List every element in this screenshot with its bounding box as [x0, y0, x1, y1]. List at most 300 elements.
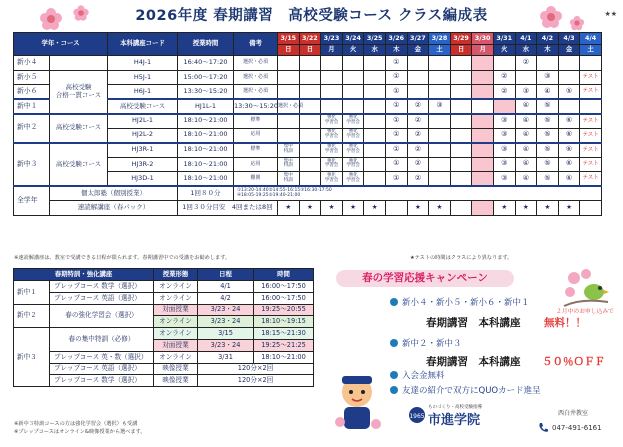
main-footnote: ※速読解講座は、教室で受講できる日程が限られます。春期講習中での受講をお勧めします。 — [14, 255, 231, 261]
session-mark: ④ — [515, 157, 537, 172]
schedule-cell — [278, 85, 300, 100]
bullet-icon — [390, 298, 398, 306]
special-course-table — [13, 268, 314, 387]
lower-course-name: プレップコース 数学（選択） — [50, 375, 154, 387]
schedule-row — [14, 201, 602, 216]
date-header: 4/1 — [515, 33, 537, 45]
code-cell: H6J-1 — [108, 85, 178, 100]
session-mark: ① — [385, 114, 407, 129]
session-mark: ④ — [515, 143, 537, 158]
lower-course-name: 春の強化学習会（選択） — [50, 304, 154, 328]
schedule-cell — [472, 114, 494, 129]
campaign-line-3: 新中２・新中３ — [402, 339, 462, 349]
session-mark: ② — [407, 143, 429, 158]
schedule-cell — [558, 56, 580, 71]
test-mark: テスト — [580, 85, 602, 100]
schedule-cell — [407, 85, 429, 100]
session-mark: ③ — [537, 70, 559, 85]
time-cell: 18:10〜21:00 — [178, 157, 234, 172]
schedule-cell — [342, 70, 364, 85]
session-mark: ⑤ — [537, 143, 559, 158]
bullet-icon — [390, 371, 398, 379]
date-header: 3/29 — [450, 33, 472, 45]
test-mark: テスト — [580, 70, 602, 85]
schedule-cell — [537, 56, 559, 71]
session-mark: ④ — [515, 114, 537, 129]
lower-time: 19:25〜21:25 — [254, 339, 314, 351]
schedule-cell — [385, 201, 407, 216]
star-mark: ★ — [278, 201, 300, 216]
schedule-cell — [429, 157, 451, 172]
event-label: 強化 学習会 — [342, 128, 364, 143]
lower-header-row — [14, 269, 314, 281]
lower-form: オンライン — [154, 316, 198, 328]
schedule-cell — [364, 157, 386, 172]
schedule-cell — [278, 56, 300, 71]
schedule-cell — [450, 128, 472, 143]
session-mark: ⑥ — [558, 143, 580, 158]
note-cell: 応用 — [234, 128, 278, 143]
campaign-line-4a: 春期講習 本科講座 — [426, 356, 521, 368]
campaign-line-2b: 無料！！ — [544, 317, 586, 329]
lower-date: 3/31 — [198, 351, 254, 363]
time-cell: 16:40〜17:20 — [178, 56, 234, 71]
schedule-cell — [558, 70, 580, 85]
schedule-cell — [321, 85, 343, 100]
session-mark: ③ — [493, 114, 515, 129]
session-mark: ② — [493, 70, 515, 85]
lower-date: 4/2 — [198, 292, 254, 304]
mascot-icon — [332, 372, 382, 434]
star-mark: ★ — [515, 201, 537, 216]
schedule-cell — [493, 99, 515, 114]
lower-date: 4/1 — [198, 281, 254, 293]
code-cell: H5J-1 — [108, 70, 178, 85]
session-mark: ② — [493, 85, 515, 100]
lower-form: 映像授業 — [154, 375, 198, 387]
lower-course-name: 春の集中特訓（必修） — [50, 328, 154, 352]
session-mark: ① — [385, 85, 407, 100]
date-header: 3/24 — [342, 33, 364, 45]
session-mark: ① — [385, 70, 407, 85]
time-cell: 18:10〜21:00 — [178, 114, 234, 129]
session-mark: ⑤ — [537, 99, 559, 114]
session-mark: ① — [385, 128, 407, 143]
session-mark: ④ — [515, 172, 537, 187]
event-label: 強化 学習会 — [321, 172, 343, 187]
grade-label: 新中１ — [14, 99, 50, 114]
time-cell: 18:10〜21:00 — [178, 143, 234, 158]
grade-label: 新中２ — [14, 114, 50, 143]
event-label: 強化 学習会 — [321, 128, 343, 143]
event-label: 強化 学習会 — [321, 143, 343, 158]
code-cell: HJ2L-2 — [108, 128, 178, 143]
event-label: 強化 学習会 — [342, 172, 364, 187]
session-mark: ② — [407, 128, 429, 143]
note-cell: 選択・必須 — [278, 99, 300, 114]
day-header: 火 — [493, 45, 515, 56]
event-label: 強化 学習会 — [342, 157, 364, 172]
header-code: 本科講座コード — [108, 33, 178, 56]
lower-row — [14, 351, 314, 363]
schedule-cell — [472, 143, 494, 158]
time-cell: 18:10〜21:00 — [178, 172, 234, 187]
session-mark: ⑥ — [558, 128, 580, 143]
session-mark: ⑤ — [537, 128, 559, 143]
session-mark: ② — [407, 172, 429, 187]
session-mark: ⑤ — [537, 172, 559, 187]
code-cell: HJ1L-1 — [178, 99, 234, 114]
schedule-cell — [429, 172, 451, 187]
schedule-cell — [321, 70, 343, 85]
time-cell: 13:30〜15:20 — [234, 99, 278, 114]
session-mark: ① — [385, 56, 407, 71]
schedule-cell — [364, 85, 386, 100]
code-cell: HJ2L-1 — [108, 114, 178, 129]
lower-time: 18:15〜21:30 — [254, 328, 314, 340]
session-mark: ⑤ — [537, 114, 559, 129]
schedule-cell — [450, 143, 472, 158]
lower-time: 19:25〜20:55 — [254, 304, 314, 316]
day-header: 水 — [364, 45, 386, 56]
day-header: 月 — [321, 45, 343, 56]
grade-label: 新小４ — [14, 56, 50, 71]
day-header: 金 — [558, 45, 580, 56]
header-course: 学年・コース — [14, 33, 108, 56]
schedule-cell — [364, 70, 386, 85]
date-header: 3/22 — [299, 33, 321, 45]
day-header: 日 — [450, 45, 472, 56]
date-header: 3/25 — [364, 33, 386, 45]
day-header: 金 — [407, 45, 429, 56]
star-mark: ★ — [407, 201, 429, 216]
campaign-banner: 春の学習応援キャンペーン — [336, 270, 514, 287]
session-mark: ③ — [493, 172, 515, 187]
schedule-cell — [472, 201, 494, 216]
lower-course-name: プレップコース 数学（選択） — [50, 281, 154, 293]
schedule-cell — [450, 85, 472, 100]
course-label: 高校受験コース — [50, 143, 108, 187]
schedule-cell — [407, 70, 429, 85]
header-note: 備考 — [234, 33, 278, 56]
schedule-cell — [429, 70, 451, 85]
main-footnote-right: ★テストの時間はクラスにより異なります。 — [410, 255, 513, 261]
session-mark: ⑤ — [537, 157, 559, 172]
grade-label: 新小６ — [14, 85, 50, 100]
date-header: 4/2 — [537, 33, 559, 45]
lower-grade: 新中２ — [14, 304, 50, 328]
lower-form: 映像授業 — [154, 363, 198, 375]
schedule-cell — [299, 70, 321, 85]
lower-row — [14, 292, 314, 304]
day-header: 木 — [385, 45, 407, 56]
campaign-line-5: 入会金無料 — [402, 371, 445, 381]
grade-label: 全学年 — [14, 186, 50, 215]
code-cell: H4J-1 — [108, 56, 178, 71]
grade-label: 新中３ — [14, 143, 50, 187]
campaign-line-1: 新小４・新小５・新小６・新中１ — [402, 298, 530, 308]
session-mark: ④ — [537, 85, 559, 100]
schedule-cell — [450, 201, 472, 216]
lower-course-name: プレップコース 英・数（選択） — [50, 351, 154, 363]
lower-date: 120分×2回 — [198, 375, 314, 387]
time-cell: 15:00〜17:20 — [178, 70, 234, 85]
schedule-cell — [299, 56, 321, 71]
branch-name: 西白井教室 — [558, 410, 589, 417]
course-label: 高校受験コース — [50, 114, 108, 143]
lower-form: オンライン — [154, 351, 198, 363]
note-cell: 選択・必須 — [234, 70, 278, 85]
schedule-cell — [299, 128, 321, 143]
date-header: 3/15 — [278, 33, 300, 45]
schedule-row — [14, 56, 602, 71]
schedule-row — [14, 114, 602, 129]
course-label — [50, 56, 108, 71]
schedule-row — [14, 143, 602, 158]
schedule-cell — [299, 143, 321, 158]
campaign-panel — [330, 268, 614, 436]
schedule-cell — [580, 201, 602, 216]
logo-sub: ものづくり・高校受験指導 — [428, 405, 482, 410]
lower-grade: 新中１ — [14, 281, 50, 305]
lower-form: 対面授業 — [154, 304, 198, 316]
session-mark: ① — [385, 99, 407, 114]
session-mark: ③ — [493, 157, 515, 172]
schedule-cell — [364, 128, 386, 143]
time-cell: 1回３０分目安 4回または8回 — [178, 201, 278, 216]
star-mark: ★ — [342, 201, 364, 216]
lower-time: 16:00〜17:50 — [254, 281, 314, 293]
kotaro-label: 個太郎塾（個別授業） — [50, 186, 178, 201]
schedule-cell — [472, 70, 494, 85]
session-mark: ① — [385, 172, 407, 187]
schedule-cell — [364, 143, 386, 158]
campaign-small-note: ２月中のお申し込みで — [556, 309, 614, 315]
schedule-cell — [429, 56, 451, 71]
session-mark: ③ — [515, 85, 537, 100]
schedule-cell — [342, 56, 364, 71]
schedule-cell — [450, 99, 472, 114]
event-label: 強化 学習会 — [342, 114, 364, 129]
lower-row — [14, 375, 314, 387]
sakura-icon-left-2 — [73, 5, 88, 20]
schedule-cell — [450, 114, 472, 129]
date-header: 3/31 — [493, 33, 515, 45]
date-header: 3/30 — [472, 33, 494, 45]
date-header: 3/26 — [385, 33, 407, 45]
sakura-icon-right-1 — [540, 6, 562, 28]
schedule-cell — [364, 56, 386, 71]
schedule-cell — [580, 56, 602, 71]
day-header: 水 — [515, 45, 537, 56]
schedule-cell — [342, 85, 364, 100]
lower-header-course: 春期特訓・強化講座 — [14, 269, 154, 281]
session-mark: ⑥ — [558, 157, 580, 172]
event-label: 強化 学習会 — [342, 143, 364, 158]
star-mark: ★ — [493, 201, 515, 216]
lower-course-name: プレップコース 英語（選択） — [50, 292, 154, 304]
note-cell: 選択・必須 — [234, 85, 278, 100]
schedule-cell — [472, 85, 494, 100]
session-mark: ③ — [429, 99, 451, 114]
bullet-icon — [390, 339, 398, 347]
session-mark: ⑤ — [558, 85, 580, 100]
header-time: 授業時間 — [178, 33, 234, 56]
lower-date: 3/23・24 — [198, 339, 254, 351]
lower-row — [14, 328, 314, 340]
schedule-cell — [278, 114, 300, 129]
lower-row — [14, 281, 314, 293]
lower-form: オンライン — [154, 292, 198, 304]
schedule-cell — [299, 114, 321, 129]
schedule-cell — [299, 85, 321, 100]
event-label: 強化 学習会 — [321, 114, 343, 129]
session-mark: ③ — [493, 128, 515, 143]
lower-row — [14, 363, 314, 375]
lower-time: 18:10〜21:00 — [254, 351, 314, 363]
note-cell: 難関 — [234, 172, 278, 187]
schedule-cell — [558, 99, 580, 114]
schedule-cell — [364, 114, 386, 129]
school-logo: 市進学院 — [428, 413, 481, 428]
schedule-cell — [450, 70, 472, 85]
time-cell: 13:30〜15:20 — [178, 85, 234, 100]
schedule-cell — [429, 114, 451, 129]
schedule-cell — [450, 172, 472, 187]
test-mark: テスト — [580, 128, 602, 143]
session-mark: ④ — [515, 99, 537, 114]
schedule-cell — [450, 157, 472, 172]
grade-label: 新小５ — [14, 70, 50, 85]
campaign-line-2a: 春期講習 本科講座 — [426, 317, 521, 329]
schedule-cell — [472, 99, 494, 114]
lower-row — [14, 304, 314, 316]
session-mark: ⑥ — [558, 114, 580, 129]
campaign-line-4b: ５０％ＯＦＦ — [542, 356, 605, 368]
day-header: 土 — [580, 45, 602, 56]
date-header: 3/27 — [407, 33, 429, 45]
schedule-cell — [321, 56, 343, 71]
schedule-cell — [472, 157, 494, 172]
event-label: 集中 特訓 — [278, 143, 300, 158]
page-title: 2026年度 春期講習 高校受験コース クラス編成表 — [135, 8, 488, 24]
phone-icon — [538, 422, 549, 433]
note-cell: 応用 — [234, 157, 278, 172]
day-header: 日 — [299, 45, 321, 56]
phone-number: 047-491-6161 — [552, 424, 602, 432]
lower-footnote-2: ※プレップコースはオンライン&映像授業から選べます。 — [14, 429, 146, 435]
date-header: 3/28 — [429, 33, 451, 45]
schedule-cell — [580, 99, 602, 114]
schedule-cell — [429, 128, 451, 143]
code-cell: HJ3D-1 — [108, 172, 178, 187]
day-header: 土 — [429, 45, 451, 56]
star-mark: ★ — [299, 201, 321, 216]
sakura-icon-right-2 — [570, 16, 584, 30]
lower-date: 120分×2回 — [198, 363, 314, 375]
schedule-cell — [364, 99, 386, 114]
lower-header-date: 日程 — [198, 269, 254, 281]
time-cell: 18:10〜21:00 — [178, 128, 234, 143]
schedule-cell — [364, 172, 386, 187]
lower-date: 3/15 — [198, 328, 254, 340]
schedule-cell — [450, 56, 472, 71]
sokudoku-label: 速読解講座（春パック） — [50, 201, 178, 216]
event-label: 集中 特訓 — [278, 157, 300, 172]
schedule-cell — [299, 172, 321, 187]
event-label: 強化 学習会 — [321, 157, 343, 172]
lower-date: 3/23・24 — [198, 316, 254, 328]
star-mark: ★ — [537, 201, 559, 216]
schedule-row — [14, 70, 602, 85]
date-header: 4/4 — [580, 33, 602, 45]
school-logo-icon — [408, 406, 426, 424]
session-mark: ② — [515, 56, 537, 71]
code-cell: HJ3R-1 — [108, 143, 178, 158]
schedule-cell — [472, 128, 494, 143]
session-mark: ② — [407, 114, 429, 129]
date-header: 4/3 — [558, 33, 580, 45]
lower-grade: 新中３ — [14, 328, 50, 387]
session-mark: ④ — [515, 128, 537, 143]
star-mark: ★ — [429, 201, 451, 216]
schedule-cell — [407, 56, 429, 71]
session-mark: ③ — [493, 143, 515, 158]
schedule-cell — [321, 99, 343, 114]
schedule-cell — [472, 56, 494, 71]
header-dates-row — [14, 33, 602, 45]
corner-stars: ★★ — [604, 10, 617, 18]
course-label: 高校受験コース — [108, 99, 178, 114]
lower-form: オンライン — [154, 281, 198, 293]
star-mark: ★ — [321, 201, 343, 216]
lower-footnote-1: ※新中３特訓コースの方は強化学習会（選択）も受講 — [14, 421, 138, 427]
session-mark: ② — [407, 157, 429, 172]
lower-form: 対面授業 — [154, 339, 198, 351]
day-header: 火 — [342, 45, 364, 56]
schedule-cell — [429, 143, 451, 158]
schedule-cell — [299, 157, 321, 172]
campaign-line-6: 友達の紹介で双方にQUOカード進呈 — [402, 386, 541, 396]
test-mark: テスト — [580, 172, 602, 187]
code-cell: HJ3R-2 — [108, 157, 178, 172]
lower-time: 16:00〜17:50 — [254, 292, 314, 304]
lower-date: 3/23・24 — [198, 304, 254, 316]
schedule-cell — [515, 70, 537, 85]
schedule-cell — [278, 70, 300, 85]
test-mark: テスト — [580, 143, 602, 158]
sakura-icon-left-1 — [40, 8, 62, 30]
day-header: 日 — [278, 45, 300, 56]
schedule-row — [14, 186, 602, 201]
lower-header-form: 授業形態 — [154, 269, 198, 281]
schedule-cell — [342, 99, 364, 114]
star-mark: ★ — [558, 201, 580, 216]
session-mark: ⑥ — [558, 172, 580, 187]
schedule-cell — [493, 56, 515, 71]
lower-form: オンライン — [154, 328, 198, 340]
session-mark: ① — [385, 157, 407, 172]
session-mark: ② — [407, 99, 429, 114]
lower-course-name: プレップコース 英語（選択） — [50, 363, 154, 375]
schedule-cell — [429, 85, 451, 100]
class-schedule-table — [13, 32, 602, 216]
bullet-icon — [390, 386, 398, 394]
date-header: 3/23 — [321, 33, 343, 45]
note-cell: 選択・必須 — [234, 56, 278, 71]
note-cell: 標準 — [234, 143, 278, 158]
event-label: 集中 特訓 — [278, 172, 300, 187]
